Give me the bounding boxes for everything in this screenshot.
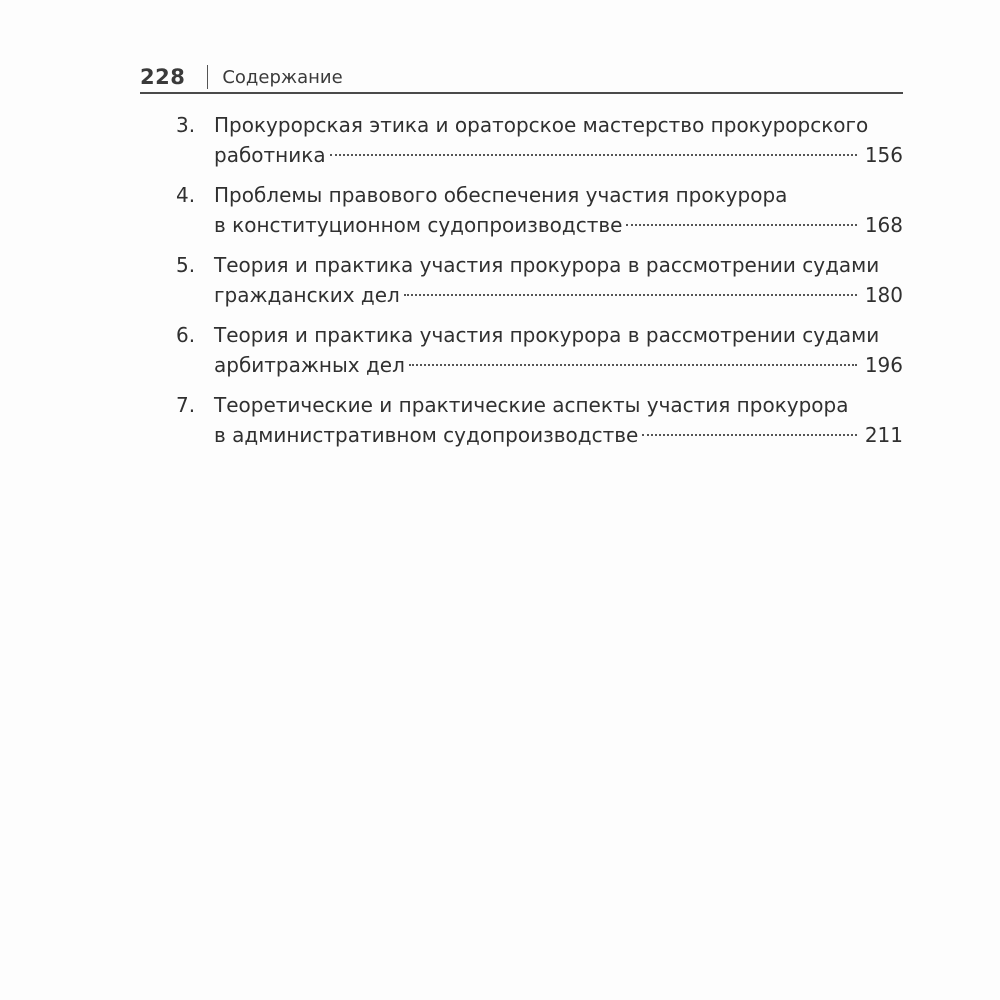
entry-page-number: 168 — [864, 213, 903, 237]
entry-title-line1: Прокурорская этика и ораторское мастерство прокурорского — [214, 113, 869, 137]
entry-title-line2-row — [214, 420, 903, 450]
entry-number: 7. — [176, 393, 196, 417]
header-divider — [207, 65, 208, 89]
toc-entry[interactable] — [176, 390, 903, 460]
toc-entry[interactable] — [176, 320, 903, 390]
entry-page-number: 196 — [864, 353, 903, 377]
header-rule — [140, 92, 903, 94]
toc-entry[interactable] — [176, 250, 903, 320]
entry-number: 3. — [176, 113, 196, 137]
entry-page-number: 180 — [864, 283, 903, 307]
dot-leader — [409, 364, 857, 366]
entry-title-line2-row — [214, 280, 903, 310]
dot-leader — [642, 434, 857, 436]
dot-leader — [330, 154, 857, 156]
dot-leader — [404, 294, 857, 296]
entry-title-line2: работника — [214, 143, 326, 167]
entry-page-number: 211 — [864, 423, 903, 447]
toc-entry[interactable] — [176, 110, 903, 180]
entry-number: 6. — [176, 323, 196, 347]
entry-title-line2: арбитражных дел — [214, 353, 405, 377]
entry-title-line1: Теория и практика участия прокурора в рассмотрении судами — [214, 323, 880, 347]
section-title: Содержание — [222, 66, 343, 88]
entry-page-number: 156 — [864, 143, 903, 167]
entry-title-line1: Проблемы правового обеспечения участия прокурора — [214, 183, 788, 207]
entry-title-line1: Теория и практика участия прокурора в рассмотрении судами — [214, 253, 880, 277]
entry-title-line1: Теоретические и практические аспекты участия прокурора — [214, 393, 849, 417]
entry-number: 5. — [176, 253, 196, 277]
entry-title-line2: гражданских дел — [214, 283, 400, 307]
table-of-contents — [176, 110, 903, 460]
entry-title-line2: в административном судопроизводстве — [214, 423, 639, 447]
page-number: 228 — [140, 65, 186, 89]
entry-number: 4. — [176, 183, 196, 207]
page-header — [140, 60, 903, 94]
entry-title-line2-row — [214, 140, 903, 170]
toc-entry[interactable] — [176, 180, 903, 250]
entry-title-line2-row — [214, 350, 903, 380]
dot-leader — [626, 224, 856, 226]
entry-title-line2-row — [214, 210, 903, 240]
entry-title-line2: в конституционном судопроизводстве — [214, 213, 623, 237]
